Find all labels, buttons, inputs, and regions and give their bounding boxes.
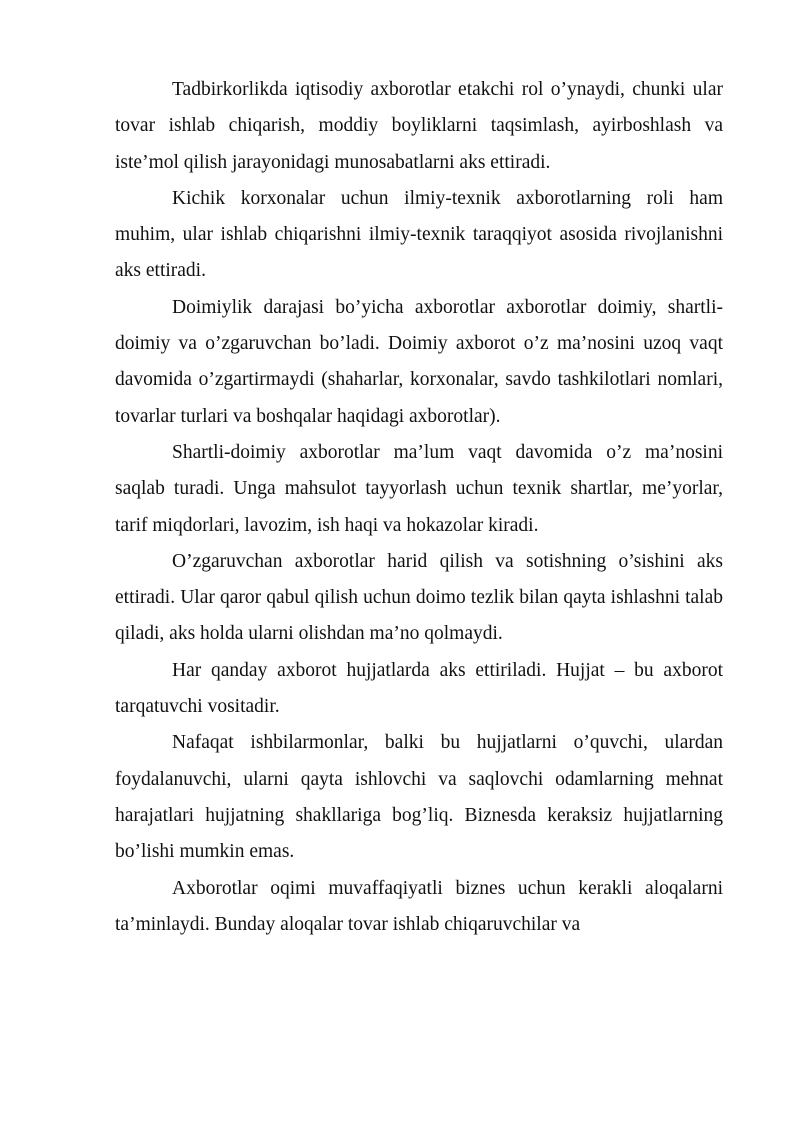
document-body [115, 72, 723, 943]
paragraph: Kichik korxonalar uchun ilmiy-texnik axborotlarning roli ham muhim, ular ishlab chiqarishni ilmiy-texnik taraqqiyot asosida rivojlanishni aks ettiradi. [115, 187, 723, 282]
paragraph: Nafaqat ishbilarmonlar, balki bu hujjatlarni o’quvchi, ulardan foydalanuvchi, ularni qayta ishlovchi va saqlovchi odamlarning mehnat harajatlari hujjatning shakllariga bog’liq. Biznesda keraksiz hujjatlarning bo’lishi mumkin emas. [115, 732, 723, 863]
paragraph: Shartli-doimiy axborotlar ma’lum vaqt davomida o’z ma’nosini saqlab turadi. Unga mahsulot tayyorlash uchun texnik shartlar, me’yorlar, tarif miqdorlari, lavozim, ish haqi va hokazolar kiradi. [115, 441, 723, 536]
paragraph: Axborotlar oqimi muvaffaqiyatli biznes uchun kerakli aloqalarni ta’minlaydi. Bunday aloqalar tovar ishlab chiqaruvchilar va [115, 877, 723, 935]
paragraph: Tadbirkorlikda iqtisodiy axborotlar etakchi rol o’ynaydi, chunki ular tovar ishlab chiqarish, moddiy boyliklarni taqsimlash, ayirboshlash va iste’mol qilish jarayonidagi munosabatlarni aks ettiradi. [115, 79, 723, 173]
paragraph: Har qanday axborot hujjatlarda aks ettiriladi. Hujjat – bu axborot tarqatuvchi vositadir. [115, 659, 723, 718]
paragraph: O’zgaruvchan axborotlar harid qilish va sotishning o’sishini aks ettiradi. Ular qaror qabul qilish uchun doimo tezlik bilan qayta ishlashni talab qiladi, aks holda ularni olishdan ma’no qolmaydi. [115, 550, 723, 645]
paragraph: Doimiylik darajasi bo’yicha axborotlar axborotlar doimiy, shartli-doimiy va o’zgaruvchan bo’ladi. Doimiy axborot o’z ma’nosini uzoq vaqt davomida o’zgartirmaydi (shaharlar, korxonalar, savdo tashkilotlari nomlari, tovarlar turlari va boshqalar haqidagi axborotlar). [115, 296, 723, 427]
